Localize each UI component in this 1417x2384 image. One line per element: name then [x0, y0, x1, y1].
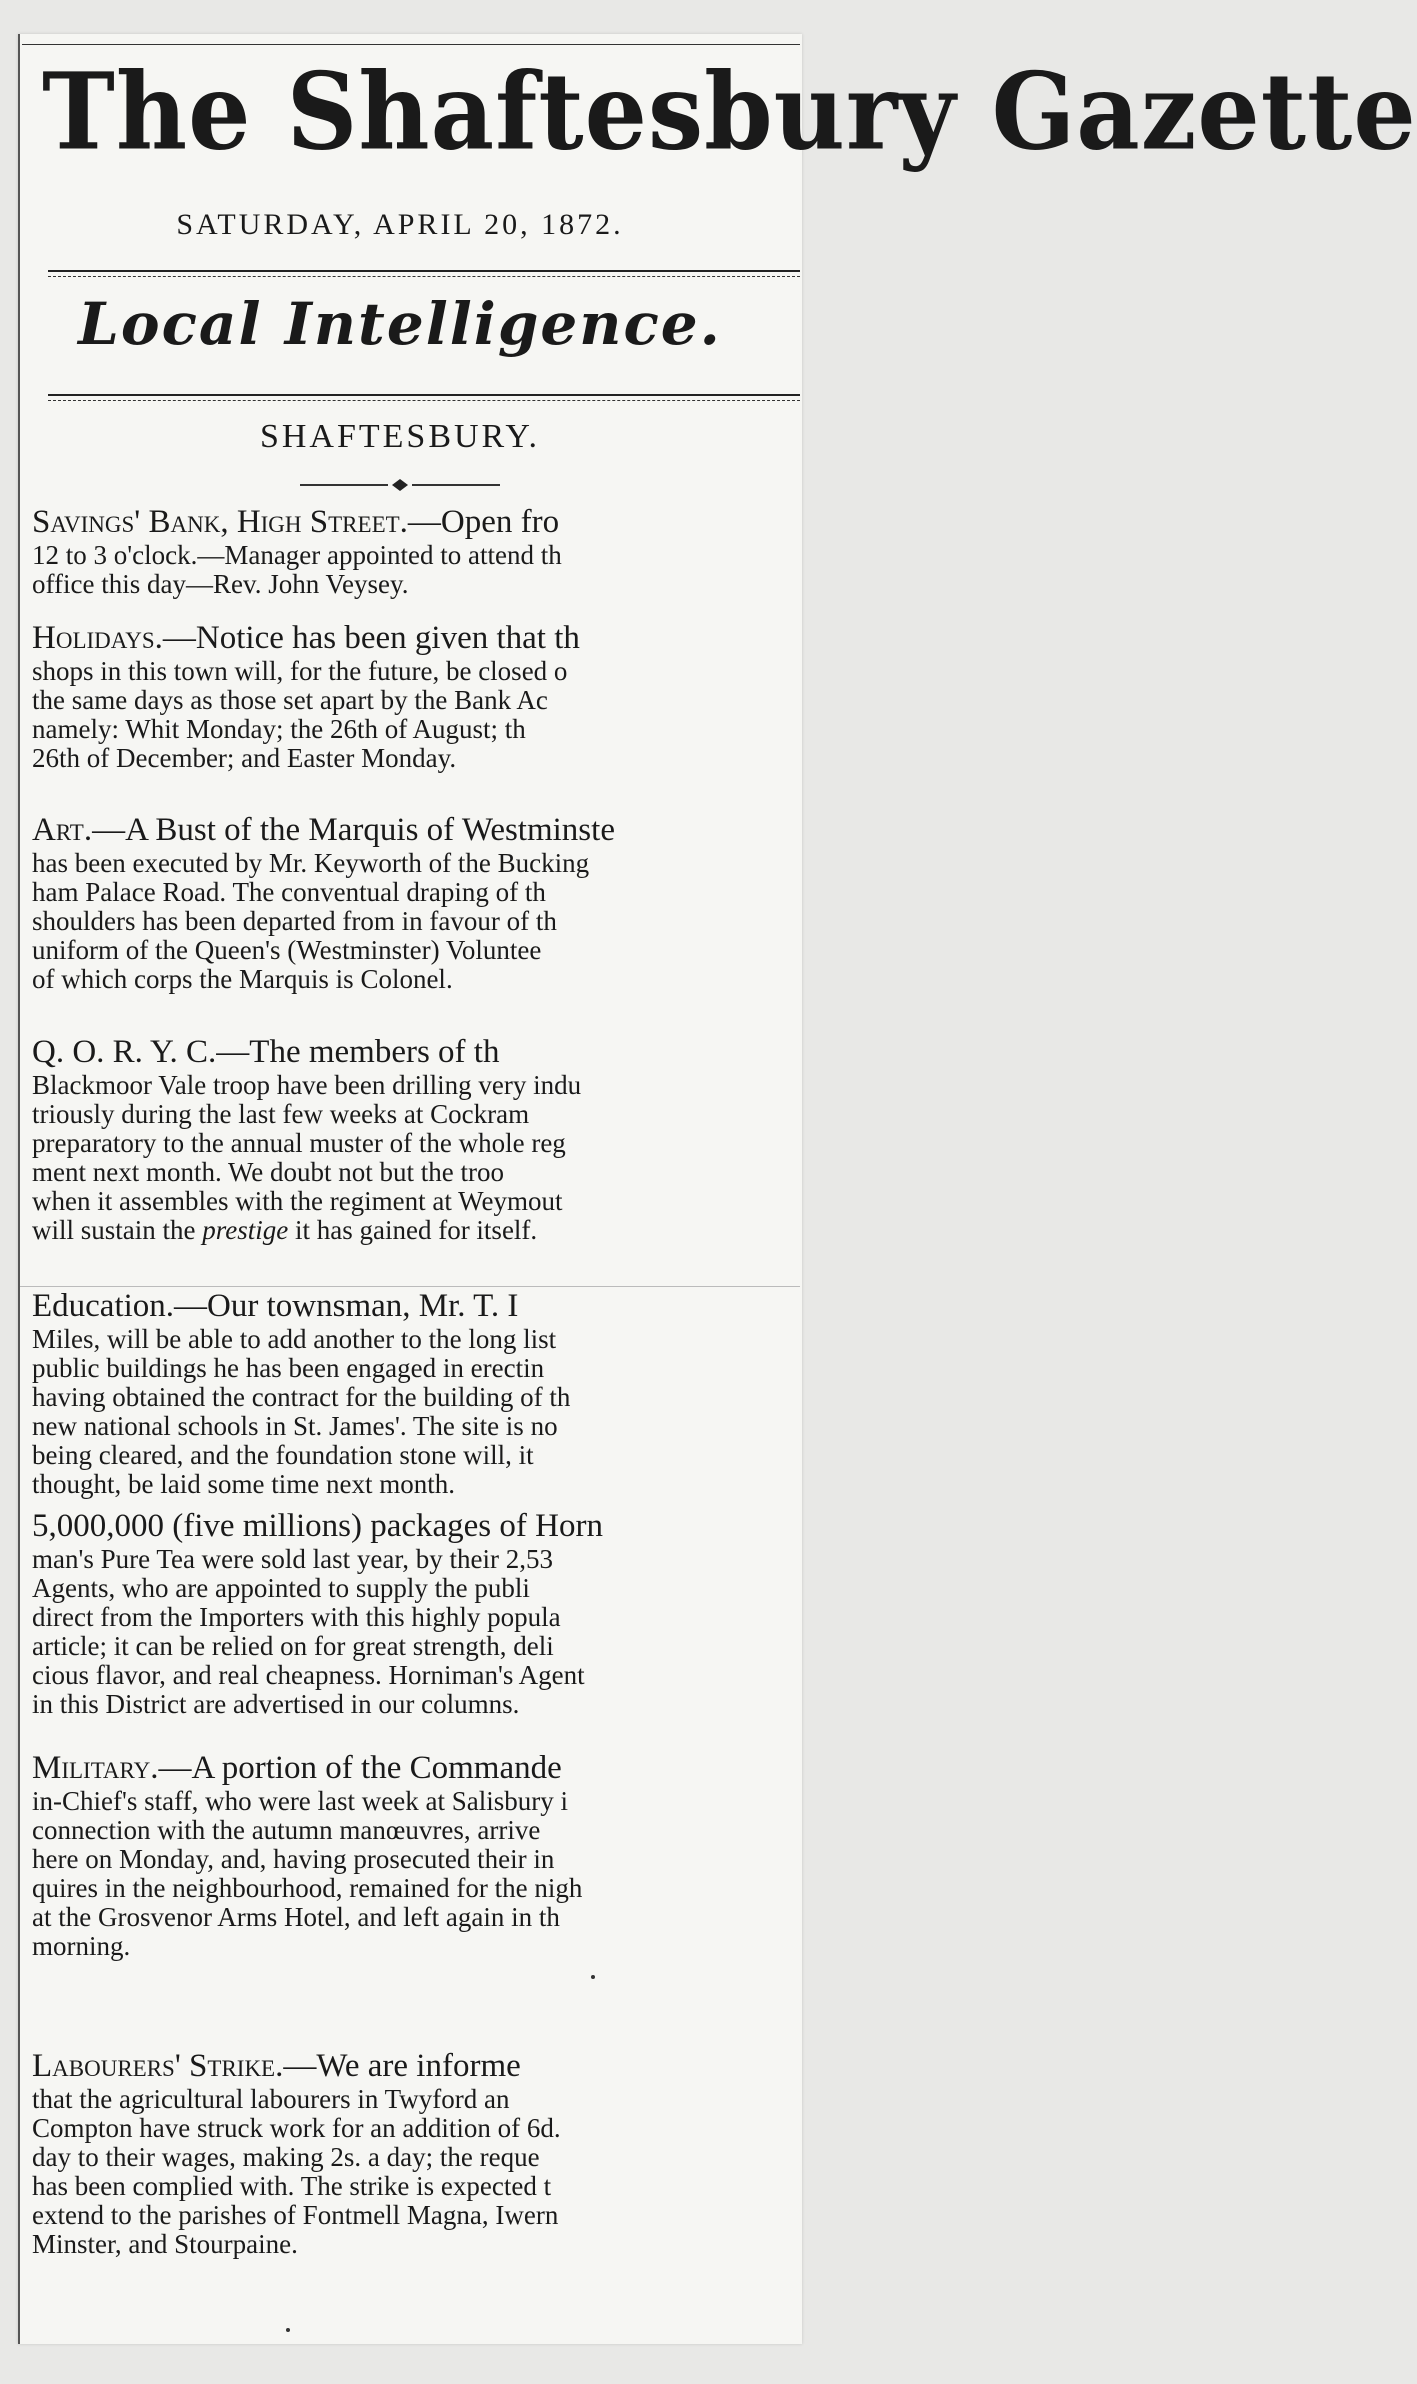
paragraph-line: Labourers' Strike.—We are informe [32, 2048, 521, 2084]
paragraph-line: in this District are advertised in our columns. [32, 1689, 520, 1719]
rule-lower [48, 394, 800, 396]
lead-in: Military. [32, 1750, 159, 1786]
paragraph-line: direct from the Importers with this highly popula [32, 1602, 561, 1632]
rule-upper [48, 270, 800, 272]
paragraph-line: Blackmoor Vale troop have been drilling very indu [32, 1070, 582, 1100]
paragraph-line: will sustain the prestige it has gained for itself. [32, 1215, 538, 1245]
paragraph-line: article; it can be relied on for great strength, deli [32, 1631, 554, 1661]
lead-in: Labourers' Strike. [32, 2048, 284, 2084]
paragraph-line: Agents, who are appointed to supply the publi [32, 1573, 530, 1603]
lead-in: Savings' Bank, High Street. [32, 504, 408, 540]
paragraph-line: at the Grosvenor Arms Hotel, and left again in th [32, 1902, 560, 1932]
paragraph-qoryc [32, 1034, 832, 1245]
section-heading: Local Intelligence. [78, 290, 722, 358]
dateline: SATURDAY, APRIL 20, 1872. [176, 208, 624, 241]
paragraph-line: when it assembles with the regiment at Weymout [32, 1186, 563, 1216]
paragraph-line: Savings' Bank, High Street.—Open fro [32, 504, 560, 540]
paragraph-line: man's Pure Tea were sold last year, by their 2,53 [32, 1544, 554, 1574]
paragraph-line: here on Monday, and, having prosecuted their in [32, 1844, 555, 1874]
paragraph-line: Art.—A Bust of the Marquis of Westminste [32, 812, 615, 848]
paragraph-line: ham Palace Road. The conventual draping of th [32, 877, 546, 907]
paragraph-line: quires in the neighbourhood, remained for the nigh [32, 1873, 583, 1903]
ink-speck [286, 2328, 290, 2332]
ornament-divider [300, 478, 500, 492]
paragraph-line: Holidays.—Notice has been given that th [32, 620, 580, 656]
masthead-title: The Shaftesbury Gazette [42, 50, 1417, 175]
paragraph-line: uniform of the Queen's (Westminster) Voluntee [32, 935, 542, 965]
ink-speck [591, 1975, 595, 1979]
paragraph-line: preparatory to the annual muster of the whole reg [32, 1128, 566, 1158]
paragraph-line: morning. [32, 1931, 131, 1961]
paragraph-holidays [32, 620, 832, 773]
lead-in: Holidays. [32, 620, 163, 656]
paragraph-art [32, 812, 832, 994]
paragraph-line: namely: Whit Monday; the 26th of August; th [32, 714, 526, 744]
paragraph-line: Education.—Our townsman, Mr. T. I [32, 1288, 519, 1324]
paragraph-line: has been complied with. The strike is expected t [32, 2171, 552, 2201]
paragraph-line: Q. O. R. Y. C.—The members of th [32, 1034, 500, 1070]
paragraph-military [32, 1750, 832, 1961]
paragraph-line: office this day—Rev. John Veysey. [32, 569, 409, 599]
paragraph-line: in-Chief's staff, who were last week at Salisbury i [32, 1786, 568, 1816]
paragraph-line: being cleared, and the foundation stone will, it [32, 1440, 534, 1470]
paragraph-line: of which corps the Marquis is Colonel. [32, 964, 453, 994]
italic-word: prestige [202, 1215, 289, 1245]
paragraph-line: Minster, and Stourpaine. [32, 2229, 298, 2259]
paragraph-line: having obtained the contract for the building of th [32, 1382, 571, 1412]
paragraph-line: Military.—A portion of the Commande [32, 1750, 562, 1786]
paragraph-line: 5,000,000 (five millions) packages of Horn [32, 1508, 603, 1544]
paragraph-line: Compton have struck work for an addition of 6d. [32, 2113, 561, 2143]
paragraph-savings-bank [32, 504, 832, 599]
paragraph-line: new national schools in St. James'. The site is no [32, 1411, 558, 1441]
paragraph-line: shoulders has been departed from in favour of th [32, 906, 557, 936]
paragraph-line: connection with the autumn manœuvres, arrive [32, 1815, 541, 1845]
paragraph-line: Miles, will be able to add another to the long list [32, 1324, 557, 1354]
paragraph-line: public buildings he has been engaged in erectin [32, 1353, 545, 1383]
paragraph-line: the same days as those set apart by the Bank Ac [32, 685, 548, 715]
paragraph-labourers-strike [32, 2048, 832, 2259]
paragraph-education [32, 1288, 832, 1499]
fold-line [20, 1286, 800, 1287]
paragraph-line: has been executed by Mr. Keyworth of the Bucking [32, 848, 590, 878]
paragraph-line: triously during the last few weeks at Cockram [32, 1099, 530, 1129]
town-heading: SHAFTESBURY. [259, 418, 541, 455]
top-rule [22, 44, 800, 45]
lead-in: Art. [32, 812, 93, 848]
paragraph-line: 12 to 3 o'clock.—Manager appointed to attend th [32, 540, 562, 570]
paragraph-line: day to their wages, making 2s. a day; the reque [32, 2142, 540, 2172]
paragraph-line: ment next month. We doubt not but the troo [32, 1157, 505, 1187]
paragraph-line: thought, be laid some time next month. [32, 1469, 455, 1499]
paragraph-line: shops in this town will, for the future, be closed o [32, 656, 568, 686]
paragraph-line: that the agricultural labourers in Twyford an [32, 2084, 510, 2114]
paragraph-line: 26th of December; and Easter Monday. [32, 743, 457, 773]
paragraph-horniman-tea [32, 1508, 832, 1719]
paragraph-line: cious flavor, and real cheapness. Horniman's Agent [32, 1660, 585, 1690]
paragraph-line: extend to the parishes of Fontmell Magna, Iwern [32, 2200, 559, 2230]
